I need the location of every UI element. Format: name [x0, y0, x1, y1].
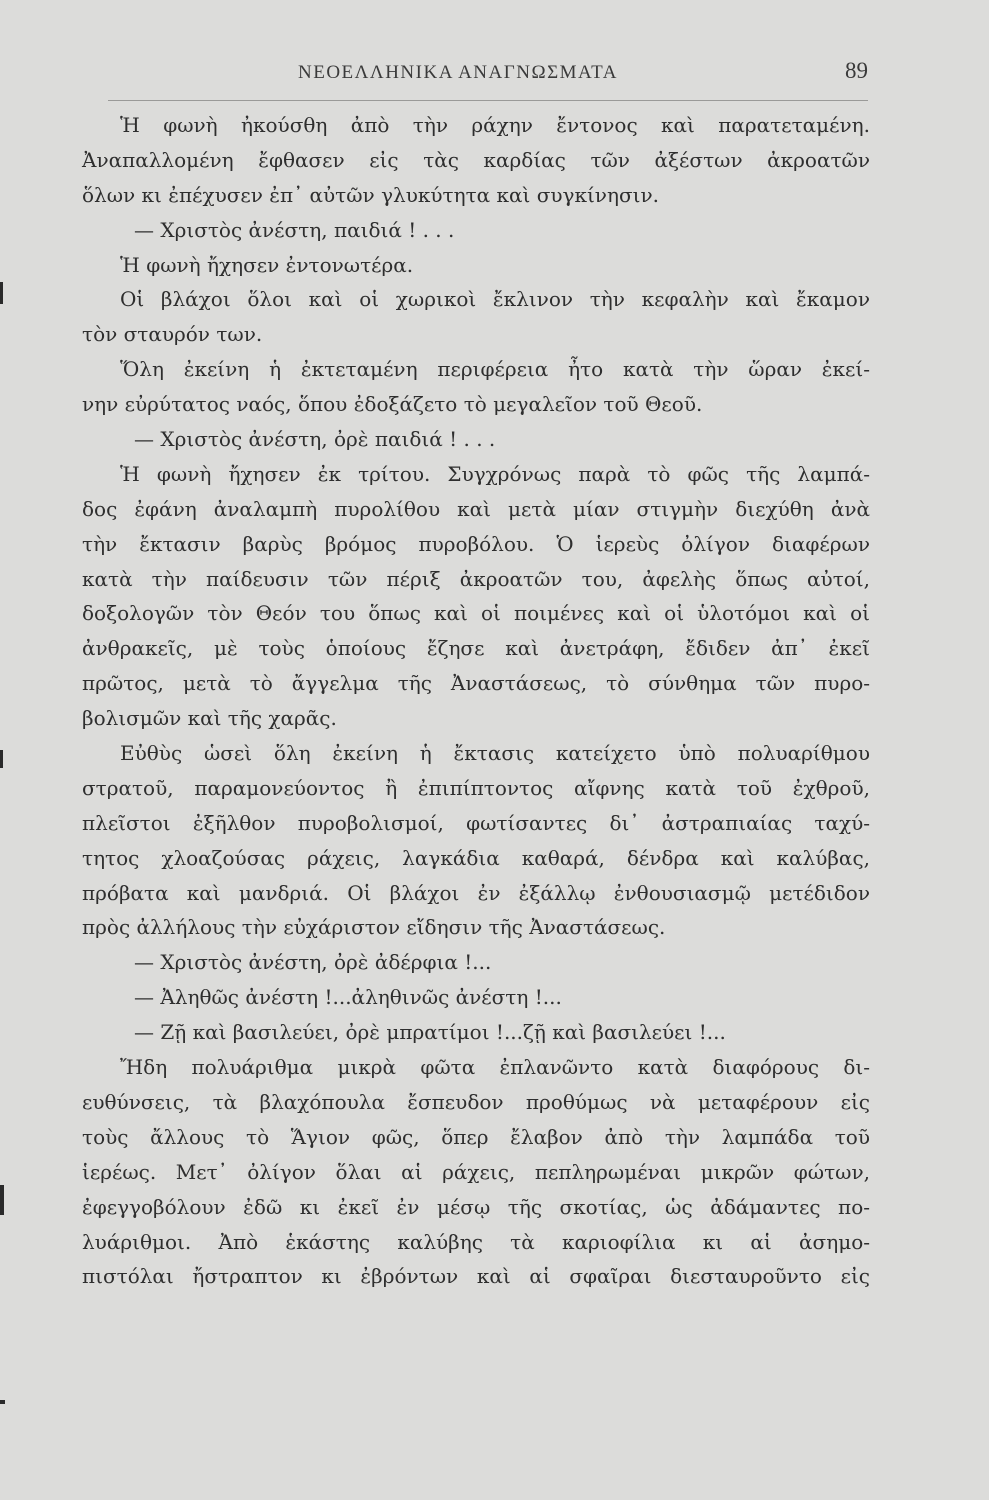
- text-line: Οἱ βλάχοι ὅλοι καὶ οἱ χωρικοὶ ἔκλινον τὴν κεφαλὴν καὶ ἔκαμον: [120, 287, 870, 312]
- text-line: τὸν σταυρόν των.: [82, 322, 263, 347]
- text-line: ἀνθρακεῖς, μὲ τοὺς ὁποίους ἔζησε καὶ ἀνετράφη, ἔδιδεν ἀπ᾿ ἐκεῖ: [82, 636, 870, 661]
- text-line: Ὅλη ἐκείνη ἡ ἐκτεταμένη περιφέρεια ἦτο κατὰ τὴν ὥραν ἐκεί-: [120, 357, 870, 382]
- text-line: Ἤδη πολυάριθμα μικρὰ φῶτα ἐπλανῶντο κατὰ διαφόρους δι-: [120, 1055, 870, 1080]
- text-line: δος ἐφάνη ἀναλαμπὴ πυρολίθου καὶ μετὰ μίαν στιγμὴν διεχύθη ἀνὰ: [82, 496, 870, 521]
- text-line: ὅλων κι ἐπέχυσεν ἐπ᾿ αὐτῶν γλυκύτητα καὶ συγκίνησιν.: [82, 182, 659, 207]
- text-line: — Χριστὸς ἀνέστη, ὀρὲ ἀδέρφια !...: [134, 950, 492, 975]
- text-line: στρατοῦ, παραμονεύοντος ἢ ἐπιπίπτοντος αἴφνης κατὰ τοῦ ἐχθροῦ,: [82, 775, 870, 800]
- text-line: νην εὐρύτατος ναός, ὅπου ἐδοξάζετο τὸ μεγαλεῖον τοῦ Θεοῦ.: [82, 392, 703, 417]
- text-line: πρῶτος, μετὰ τὸ ἄγγελμα τῆς Ἀναστάσεως, τὸ σύνθημα τῶν πυρο-: [82, 671, 870, 696]
- text-line: Ἡ φωνὴ ἤχησεν ἐντονωτέρα.: [120, 252, 414, 277]
- running-title: ΝΕΟΕΛΛΗΝΙΚΑ ΑΝΑΓΝΩΣΜΑΤΑ: [298, 62, 618, 83]
- text-line: ευθύνσεις, τὰ βλαχόπουλα ἔσπευδον προθύμως νὰ μεταφέρουν εἰς: [82, 1089, 870, 1114]
- text-line: — Ζῇ καὶ βασιλεύει, ὀρὲ μπρατίμοι !...ζῇ καὶ βασιλεύει !...: [134, 1020, 726, 1045]
- scan-edge-mark: [0, 1185, 4, 1215]
- text-line: βολισμῶν καὶ τῆς χαρᾶς.: [82, 706, 337, 731]
- text-line: τητος χλοαζούσας ράχεις, λαγκάδια καθαρά, δένδρα καὶ καλύβας,: [82, 845, 870, 870]
- header-rule: [108, 100, 868, 101]
- text-line: Ἡ φωνὴ ἠκούσθη ἀπὸ τὴν ράχην ἔντονος καὶ παρατεταμένη.: [120, 113, 870, 137]
- text-line: πρόβατα καὶ μανδριά. Οἱ βλάχοι ἐν ἐξάλλῳ ἐνθουσιασμῷ μετέδιδον: [82, 880, 870, 905]
- body-text: [82, 108, 870, 1294]
- text-line: κατὰ τὴν παίδευσιν τῶν πέριξ ἀκροατῶν του, ἀφελὴς ὅπως αὐτοί,: [82, 566, 870, 591]
- text-line: Ἀναπαλλομένη ἔφθασεν εἰς τὰς καρδίας τῶν ἀξέστων ἀκροατῶν: [82, 147, 870, 172]
- scan-edge-mark: [0, 1400, 5, 1404]
- text-line: τοὺς ἄλλους τὸ Ἅγιον φῶς, ὅπερ ἔλαβον ἀπὸ τὴν λαμπάδα τοῦ: [82, 1124, 870, 1149]
- text-line: πιστόλαι ἤστραπτον κι ἐβρόντων καὶ αἱ σφαῖραι διεσταυροῦντο εἰς: [82, 1264, 870, 1289]
- text-line: — Ἀληθῶς ἀνέστη !...ἀληθινῶς ἀνέστη !...: [134, 985, 562, 1010]
- scan-edge-mark: [0, 282, 3, 304]
- text-line: ἐφεγγοβόλουν ἐδῶ κι ἐκεῖ ἐν μέσῳ τῆς σκοτίας, ὡς ἀδάμαντες πο-: [82, 1194, 870, 1219]
- text-line: δοξολογῶν τὸν Θεόν του ὅπως καὶ οἱ ποιμένες καὶ οἱ ὑλοτόμοι καὶ οἱ: [82, 601, 870, 626]
- text-line: λυάριθμοι. Ἀπὸ ἑκάστης καλύβης τὰ καριοφίλια κι αἱ ἀσημο-: [82, 1229, 870, 1254]
- page-header: [108, 58, 868, 98]
- text-line: — Χριστὸς ἀνέστη, ὀρὲ παιδιά ! . . .: [134, 427, 496, 452]
- text-line: — Χριστὸς ἀνέστη, παιδιά ! . . .: [134, 217, 455, 242]
- text-line: Εὐθὺς ὡσεὶ ὅλη ἐκείνη ἡ ἔκτασις κατείχετο ὑπὸ πολυαρίθμου: [120, 741, 870, 766]
- text-line: πλεῖστοι ἐξῆλθον πυροβολισμοί, φωτίσαντες δι᾿ ἀστραπιαίας ταχύ-: [82, 810, 870, 835]
- text-line: Ἡ φωνὴ ἤχησεν ἐκ τρίτου. Συγχρόνως παρὰ τὸ φῶς τῆς λαμπά-: [120, 461, 870, 486]
- text-line: ἱερέως. Μετ᾿ ὀλίγον ὅλαι αἱ ράχεις, πεπληρωμέναι μικρῶν φώτων,: [82, 1159, 870, 1184]
- text-line: τὴν ἔκτασιν βαρὺς βρόμος πυροβόλου. Ὁ ἱερεὺς ὀλίγον διαφέρων: [82, 531, 870, 556]
- page-number: 89: [845, 58, 868, 83]
- scan-edge-mark: [0, 750, 3, 768]
- text-line: πρὸς ἀλλήλους τὴν εὐχάριστον εἴδησιν τῆς Ἀναστάσεως.: [82, 915, 666, 940]
